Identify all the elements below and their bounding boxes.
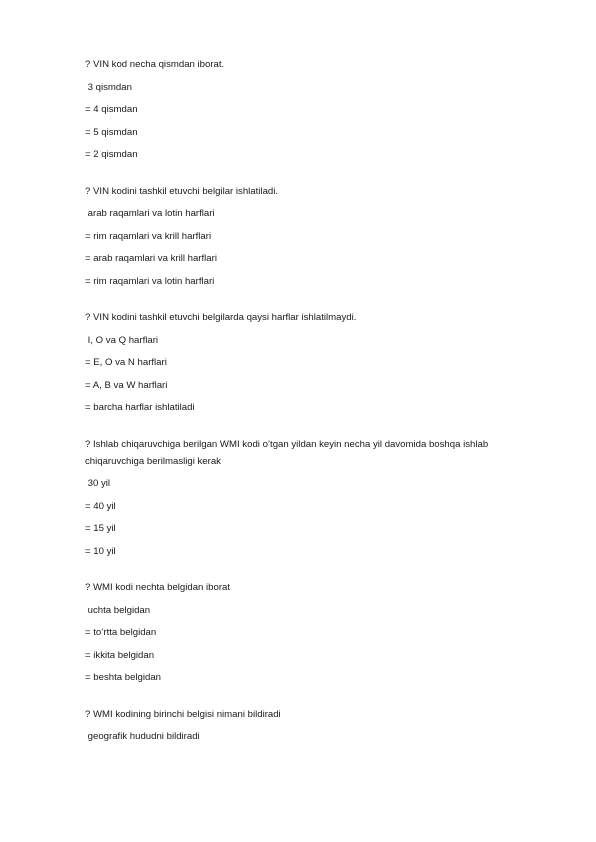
quiz-content	[85, 56, 525, 765]
answer-option: uchta belgidan	[85, 604, 151, 616]
question-block	[85, 579, 525, 686]
answer-option: = ikkita belgidan	[85, 649, 155, 661]
answer-option: = 4 qismdan	[85, 104, 138, 115]
answer-option: = beshta belgidan	[85, 672, 162, 683]
answer-option: 3 qismdan	[85, 81, 132, 93]
answer-option: = 40 yil	[85, 500, 116, 512]
question-text: ? WMI kodi nechta belgidan iborat	[85, 582, 231, 593]
question-block	[85, 183, 525, 290]
answer-option: = 2 qismdan	[85, 149, 138, 160]
answer-option: = rim raqamlari va krill harflari	[85, 230, 212, 242]
answer-option: = barcha harflar ishlatiladi	[85, 402, 195, 413]
answer-option: = 15 yil	[85, 523, 116, 534]
question-text: ? WMI kodining birinchi belgisi nimani bildiradi	[85, 708, 281, 720]
answer-option: = 5 qismdan	[85, 126, 138, 138]
answer-option: arab raqamlari va lotin harflari	[85, 208, 215, 219]
question-text: ? VIN kodini tashkil etuvchi belgilar ishlatiladi.	[85, 185, 279, 197]
answer-option: = A, B va W harflari	[85, 379, 168, 391]
answer-option: = to‘rtta belgidan	[85, 627, 157, 638]
answer-option: = rim raqamlari va lotin harflari	[85, 275, 215, 287]
answer-option: = E, O va N harflari	[85, 357, 167, 368]
question-text: ? VIN kodini tashkil etuvchi belgilarda qaysi harflar ishlatilmaydi.	[85, 312, 357, 323]
answer-option: I, O va Q harflari	[85, 334, 159, 346]
answer-option: = arab raqamlari va krill harflari	[85, 253, 217, 264]
question-block	[85, 56, 525, 163]
question-block	[85, 706, 525, 746]
question-block	[85, 309, 525, 416]
question-text: ? Ishlab chiqaruvchiga berilgan WMI kodi o’tgan yildan keyin necha yil davomida boshqa ishlab chiqaruvchiga berilmasligi kerak	[85, 438, 489, 467]
answer-option: = 10 yil	[85, 545, 116, 557]
answer-option: geografik hududni bildiradi	[85, 731, 200, 742]
question-text: ? VIN kod necha qismdan iborat.	[85, 59, 225, 70]
question-block	[85, 436, 525, 560]
answer-option: 30 yil	[85, 478, 111, 489]
